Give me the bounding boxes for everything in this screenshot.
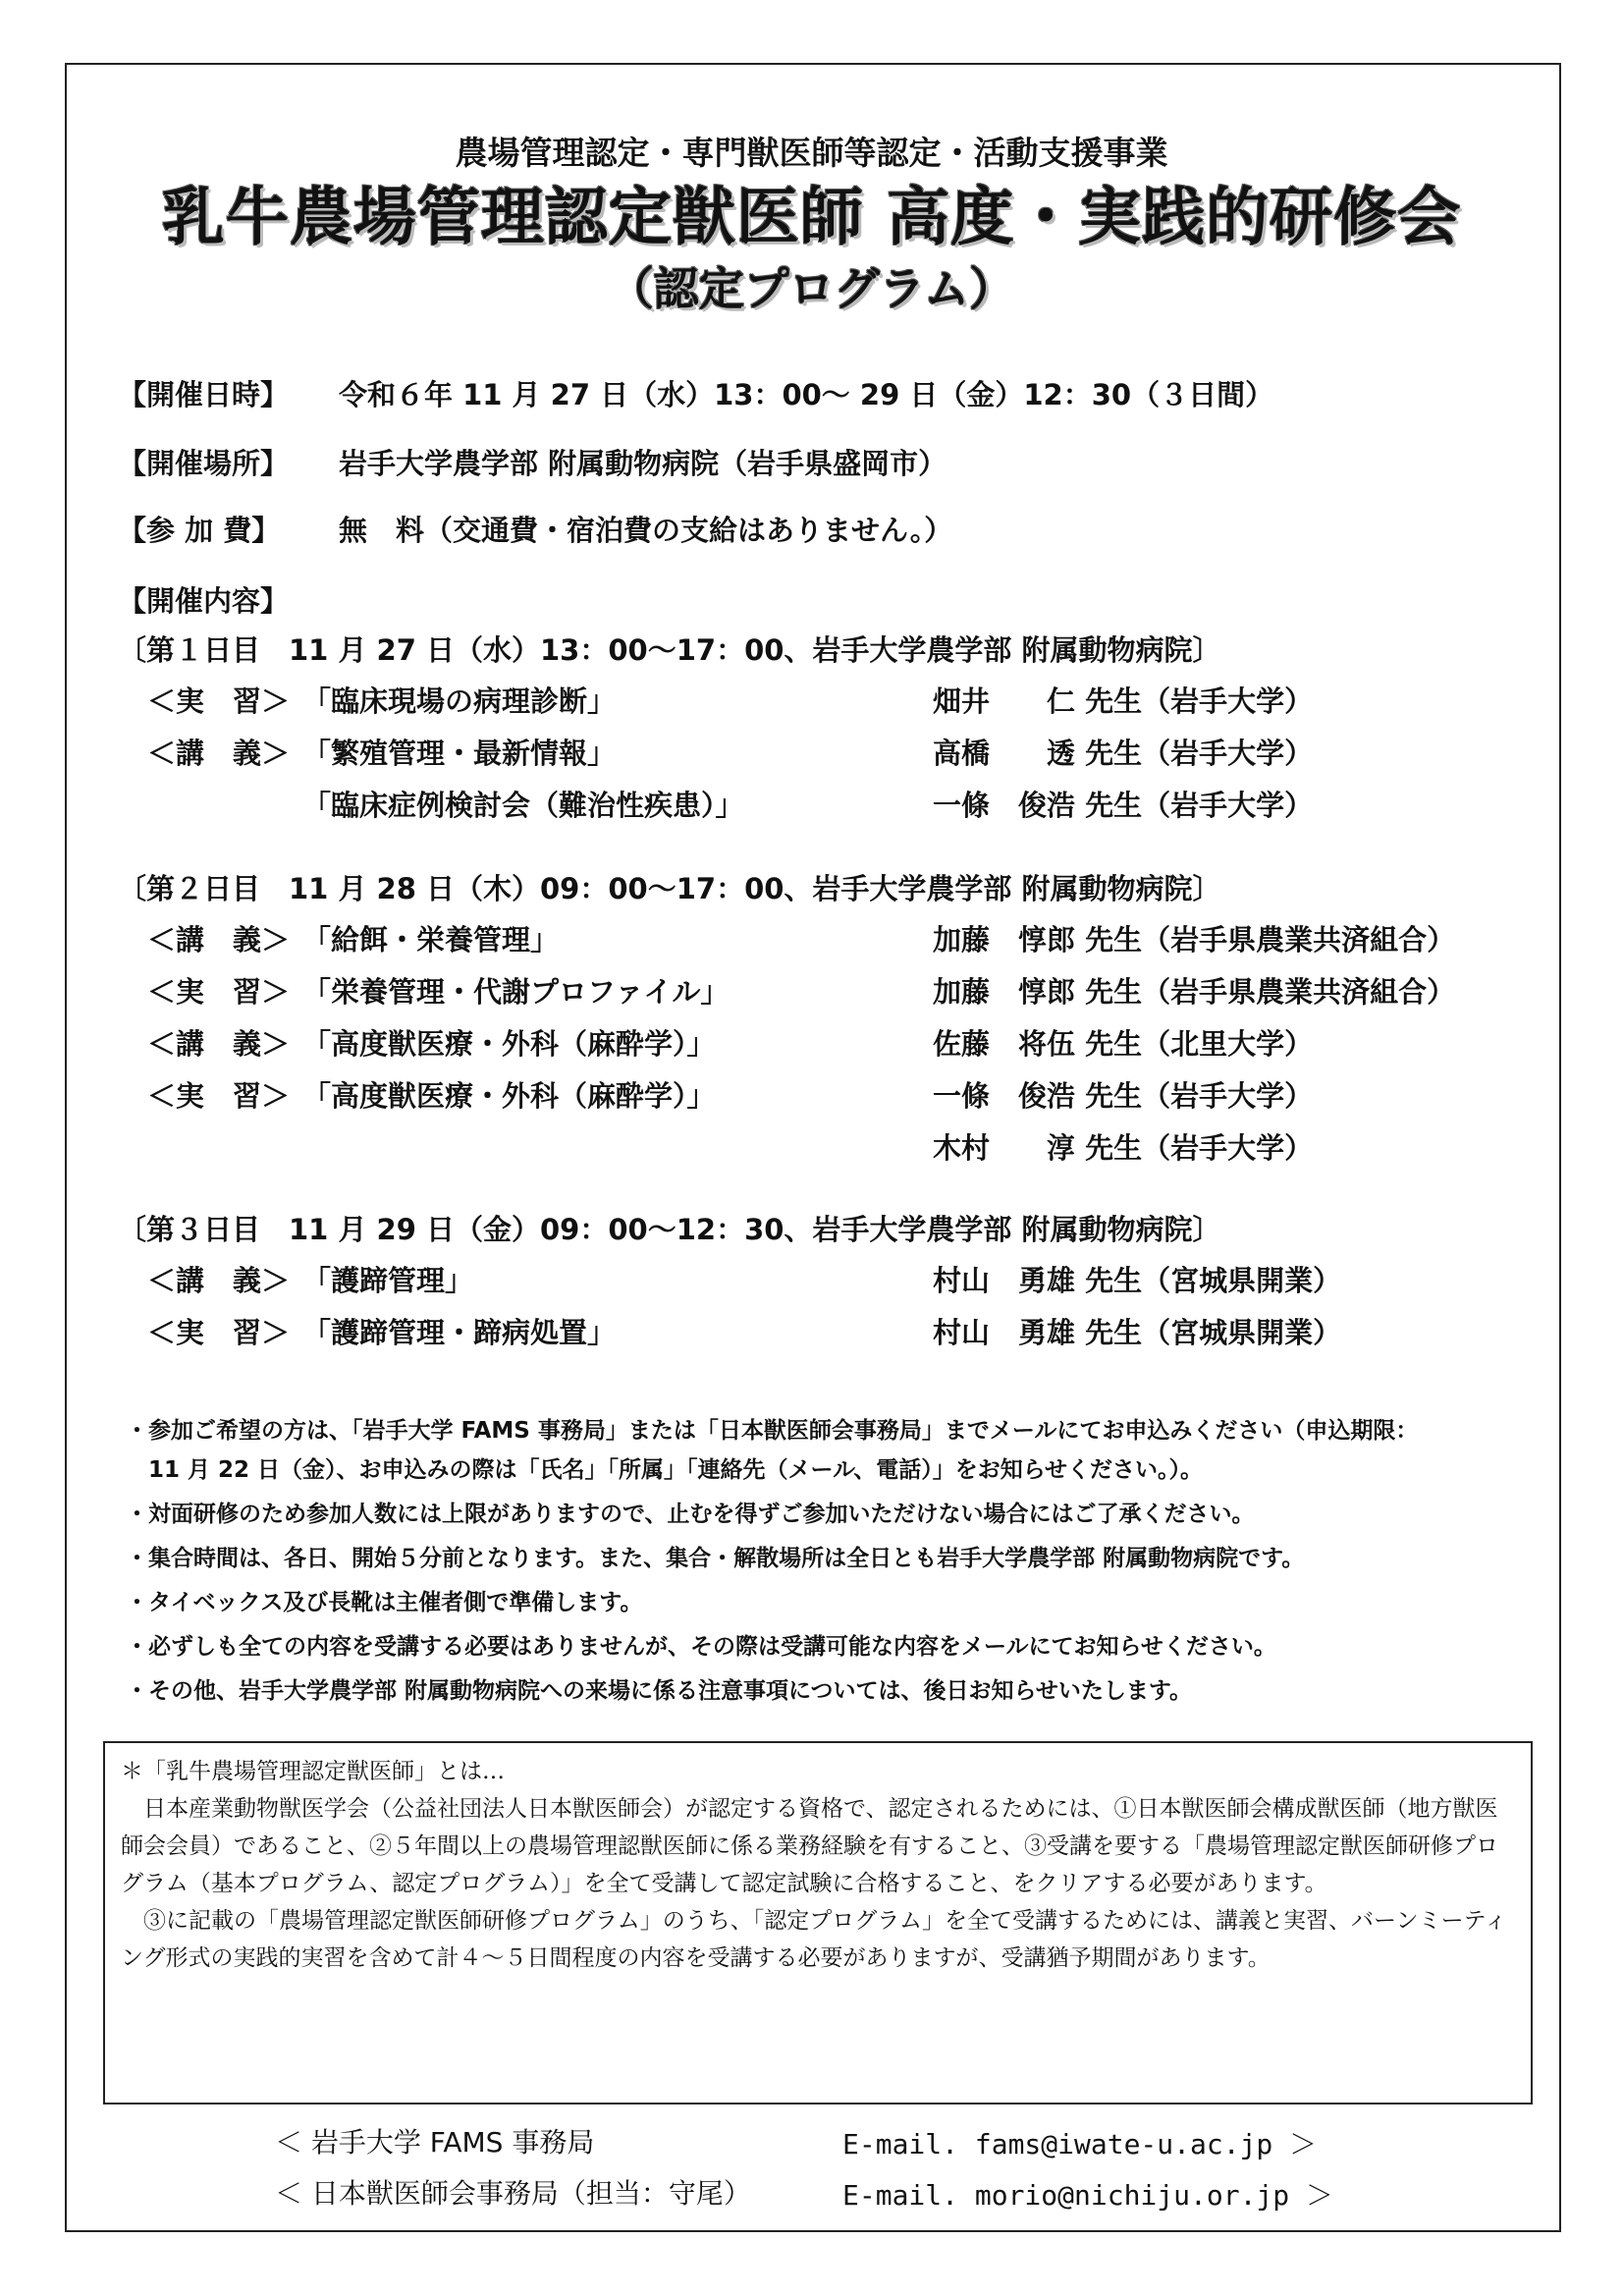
session-lecturer: 村山 勇雄 先生（宮城県開業） [933,1316,1342,1349]
session-type: ＜講 義＞ [147,1264,291,1297]
info-place-label: 【開催場所】 [118,447,290,480]
contact-org: ＜ 岩手大学 FAMS 事務局 [275,2126,595,2159]
info-fee-label: 【参 加 費】 [118,514,281,547]
info-date-value: 令和６年 11 月 27 日（水）13：00～ 29 日（金）12：30（３日間） [339,378,1274,411]
session-type: ＜講 義＞ [147,737,291,770]
info-fee-value: 無 料（交通費・宿泊費の支給はありません。） [339,514,953,547]
session-title: 「高度獣医療・外科（麻酔学）」 [302,1079,716,1113]
session-lecturer: 加藤 惇郎 先生（岩手県農業共済組合） [933,923,1456,957]
session-title: 「高度獣医療・外科（麻酔学）」 [302,1027,716,1061]
definition-heading: ＊「乳牛農場管理認定獣医師」とは… [121,1759,505,1784]
day-heading: 〔第２日目 11 月 28 日（木）09：00～17：00、岩手大学農学部 附属動物病院〕 [118,872,1221,905]
contact-email[interactable]: E-mail. morio@nichiju.or.jp ＞ [842,2179,1334,2212]
content-heading: 【開催内容】 [118,584,290,618]
contact-email[interactable]: E-mail. fams@iwate-u.ac.jp ＞ [842,2128,1318,2160]
session-title: 「繁殖管理・最新情報」 [302,737,617,770]
session-lecturer: 一條 俊浩 先生（岩手大学） [933,1079,1314,1113]
session-title: 「栄養管理・代謝プロファイル」 [302,975,730,1009]
contact-org: ＜ 日本獣医師会事務局（担当：守尾） [275,2177,751,2210]
note-item: ・必ずしも全ての内容を受講する必要はありませんが、その際は受講可能な内容をメールにてお知らせください。 [126,1634,1276,1660]
event-subtitle: 農場管理認定・専門獣医師等認定・活動支援事業 [455,134,1168,172]
session-lecturer: 一條 俊浩 先生（岩手大学） [933,789,1314,822]
day-heading: 〔第１日目 11 月 27 日（水）13：00～17：00、岩手大学農学部 附属動物病院〕 [118,633,1221,667]
session-lecturer: 畑井 仁 先生（岩手大学） [933,684,1314,718]
note-item: ・タイベックス及び長靴は主催者側で準備します。 [126,1590,643,1615]
note-item: ・参加ご希望の方は、「岩手大学 FAMS 事務局」または「日本獣医師会事務局」までメールにてお申込みください（申込期限： [126,1418,1419,1444]
info-date-label: 【開催日時】 [118,378,290,411]
session-type: ＜講 義＞ [147,1027,291,1061]
session-lecturer: 村山 勇雄 先生（宮城県開業） [933,1264,1342,1297]
note-item: ・集合時間は、各日、開始５分前となります。また、集合・解散場所は全日とも岩手大学農学部 附属動物病院です。 [126,1546,1305,1571]
session-title: 「護蹄管理・蹄病処置」 [302,1316,617,1349]
program-name: （認定プログラム） [608,262,1015,315]
info-place-value: 岩手大学農学部 附属動物病院（岩手県盛岡市） [339,447,947,480]
session-title: 「臨床症例検討会（難治性疾患）」 [302,789,744,822]
definition-paragraph: ③に記載の「農場管理認定獣医師研修プログラム」のうち、「認定プログラム」を全て受講するためには、講義と実習、バーンミーティング形式の実践的実習を含めて計４～５日間程度の内容を受講する必要がありますが、受講猶予期間があります。 [121,1908,1507,1971]
session-type: ＜実 習＞ [147,975,291,1009]
note-item: 11 月 22 日（金）、お申込みの際は「氏名」「所属」「連絡先（メール、電話）」をお知らせください。）。 [126,1457,1204,1483]
session-title: 「給餌・栄養管理」 [302,923,560,957]
event-title: 乳牛農場管理認定獣医師 高度・実践的研修会 [161,182,1462,254]
session-lecturer: 佐藤 将伍 先生（北里大学） [933,1027,1314,1061]
session-lecturer: 木村 淳 先生（岩手大学） [933,1131,1314,1165]
day-heading: 〔第３日目 11 月 29 日（金）09：00～12：30、岩手大学農学部 附属動物病院〕 [118,1213,1221,1246]
session-type: ＜実 習＞ [147,684,291,718]
session-title: 「臨床現場の病理診断」 [302,684,617,718]
definition-paragraph: 日本産業動物獣医学会（公益社団法人日本獣医師会）が認定する資格で、認定されるためには、①日本獣医師会構成獣医師（地方獣医師会会員）であること、②５年間以上の農場管理認獣医師に係る業務経験を有すること、③受講を要する「農場管理認定獣医師研修プログラム（基本プログラム、認定プログラム）」を全て受講して認定試験に合格すること、をクリアする必要があります。 [121,1796,1498,1896]
session-type: ＜実 習＞ [147,1079,291,1113]
session-lecturer: 高橋 透 先生（岩手大学） [933,737,1314,770]
session-lecturer: 加藤 惇郎 先生（岩手県農業共済組合） [933,975,1456,1009]
definition-box [103,1741,1533,2105]
note-item: ・対面研修のため参加人数には上限がありますので、止むを得ずご参加いただけない場合にはご了承ください。 [126,1502,1255,1527]
session-type: ＜実 習＞ [147,1316,291,1349]
session-title: 「護蹄管理」 [302,1264,474,1297]
session-type: ＜講 義＞ [147,923,291,957]
note-item: ・その他、岩手大学農学部 附属動物病院への来場に係る注意事項については、後日お知らせいたします。 [126,1678,1193,1704]
